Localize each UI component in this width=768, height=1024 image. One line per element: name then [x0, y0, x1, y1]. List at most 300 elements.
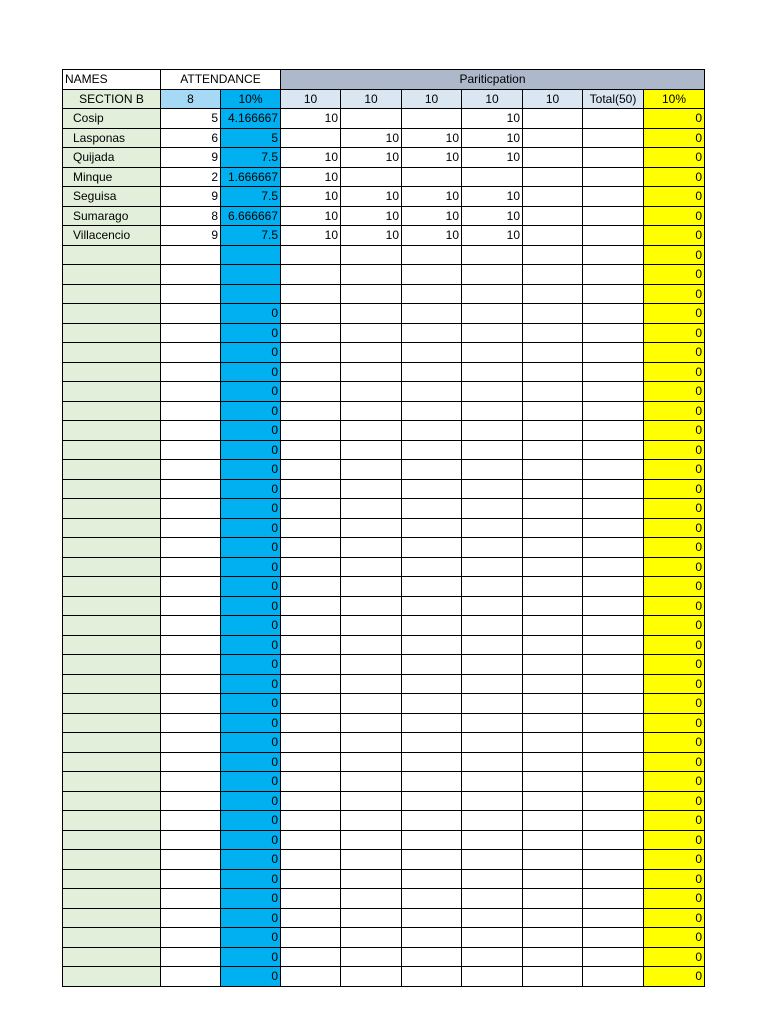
participation-4-cell[interactable]	[462, 674, 523, 694]
grade-pct-cell[interactable]: 0	[644, 655, 705, 675]
student-name-cell[interactable]	[63, 635, 161, 655]
attendance-pct-cell[interactable]: 0	[221, 674, 281, 694]
participation-3-cell[interactable]	[402, 304, 462, 324]
student-name-cell[interactable]	[63, 752, 161, 772]
total-cell[interactable]	[583, 674, 644, 694]
total-cell[interactable]	[583, 284, 644, 304]
participation-2-cell[interactable]	[341, 947, 402, 967]
participation-4-cell[interactable]	[462, 733, 523, 753]
participation-1-cell[interactable]	[281, 674, 341, 694]
participation-4-cell[interactable]: 10	[462, 187, 523, 207]
participation-2-cell[interactable]	[341, 109, 402, 129]
participation-5-cell[interactable]	[523, 928, 583, 948]
participation-5-cell[interactable]	[523, 616, 583, 636]
participation-3-cell[interactable]	[402, 850, 462, 870]
participation-2-cell[interactable]	[341, 557, 402, 577]
participation-4-cell[interactable]: 10	[462, 206, 523, 226]
participation-5-cell[interactable]	[523, 421, 583, 441]
participation-5-cell[interactable]	[523, 245, 583, 265]
participation-4-cell[interactable]: 10	[462, 226, 523, 246]
participation-5-cell[interactable]	[523, 850, 583, 870]
participation-5-cell[interactable]	[523, 811, 583, 831]
attendance-count-cell[interactable]	[161, 889, 221, 909]
participation-5-cell[interactable]	[523, 713, 583, 733]
participation-1-cell[interactable]	[281, 284, 341, 304]
participation-4-cell[interactable]	[462, 928, 523, 948]
participation-4-cell[interactable]	[462, 304, 523, 324]
participation-1-cell[interactable]	[281, 362, 341, 382]
student-name-cell[interactable]	[63, 889, 161, 909]
grade-pct-cell[interactable]: 0	[644, 616, 705, 636]
participation-2-cell[interactable]	[341, 791, 402, 811]
participation-3-cell[interactable]	[402, 284, 462, 304]
grade-pct-cell[interactable]: 0	[644, 928, 705, 948]
participation-1-cell[interactable]	[281, 772, 341, 792]
attendance-count-cell[interactable]	[161, 655, 221, 675]
total-cell[interactable]	[583, 811, 644, 831]
attendance-pct-cell[interactable]: 0	[221, 635, 281, 655]
total-cell[interactable]	[583, 694, 644, 714]
student-name-cell[interactable]	[63, 343, 161, 363]
total-cell[interactable]	[583, 928, 644, 948]
participation-3-cell[interactable]	[402, 967, 462, 987]
participation-4-cell[interactable]	[462, 811, 523, 831]
participation-5-cell[interactable]	[523, 382, 583, 402]
attendance-pct-cell[interactable]: 7.5	[221, 226, 281, 246]
participation-3-cell[interactable]	[402, 869, 462, 889]
participation-1-cell[interactable]: 10	[281, 148, 341, 168]
participation-3-cell[interactable]	[402, 889, 462, 909]
attendance-pct-cell[interactable]: 0	[221, 791, 281, 811]
attendance-pct-cell[interactable]: 0	[221, 752, 281, 772]
student-name-cell[interactable]	[63, 557, 161, 577]
attendance-pct-cell[interactable]: 0	[221, 811, 281, 831]
participation-2-cell[interactable]: 10	[341, 226, 402, 246]
grade-pct-cell[interactable]: 0	[644, 460, 705, 480]
participation-1-cell[interactable]	[281, 830, 341, 850]
participation-4-cell[interactable]	[462, 616, 523, 636]
attendance-pct-cell[interactable]: 0	[221, 440, 281, 460]
participation-3-cell[interactable]	[402, 596, 462, 616]
student-name-cell[interactable]	[63, 499, 161, 519]
attendance-count-cell[interactable]	[161, 245, 221, 265]
participation-header[interactable]: Pariticpation	[281, 70, 705, 90]
attendance-pct-cell[interactable]: 0	[221, 596, 281, 616]
participation-2-cell[interactable]	[341, 518, 402, 538]
attendance-pct-cell[interactable]	[221, 265, 281, 285]
participation-2-cell[interactable]	[341, 655, 402, 675]
participation-1-cell[interactable]: 10	[281, 109, 341, 129]
total-cell[interactable]	[583, 362, 644, 382]
participation-1-cell[interactable]	[281, 382, 341, 402]
attendance-pct-cell[interactable]: 1.666667	[221, 167, 281, 187]
participation-2-cell[interactable]	[341, 616, 402, 636]
attendance-header[interactable]: ATTENDANCE	[161, 70, 281, 90]
participation-5-cell[interactable]	[523, 440, 583, 460]
participation-3-cell[interactable]: 10	[402, 148, 462, 168]
total-cell[interactable]	[583, 167, 644, 187]
attendance-count-cell[interactable]	[161, 284, 221, 304]
grade-pct-cell[interactable]: 0	[644, 577, 705, 597]
participation-3-cell[interactable]	[402, 499, 462, 519]
student-name-cell[interactable]	[63, 382, 161, 402]
student-name-cell[interactable]	[63, 518, 161, 538]
participation-4-cell[interactable]	[462, 889, 523, 909]
participation-5-cell[interactable]	[523, 694, 583, 714]
participation-1-cell[interactable]	[281, 694, 341, 714]
attendance-pct-cell[interactable]: 7.5	[221, 187, 281, 207]
total-cell[interactable]	[583, 109, 644, 129]
attendance-count-cell[interactable]	[161, 908, 221, 928]
grade-pct-cell[interactable]: 0	[644, 850, 705, 870]
participation-4-cell[interactable]	[462, 382, 523, 402]
attendance-count-cell[interactable]	[161, 499, 221, 519]
participation-2-cell[interactable]	[341, 869, 402, 889]
student-name-cell[interactable]	[63, 362, 161, 382]
student-name-cell[interactable]	[63, 440, 161, 460]
participation-2-cell[interactable]: 10	[341, 128, 402, 148]
participation-1-cell[interactable]	[281, 947, 341, 967]
grade-pct-cell[interactable]: 0	[644, 128, 705, 148]
total-cell[interactable]	[583, 947, 644, 967]
participation-3-cell[interactable]	[402, 733, 462, 753]
total-cell[interactable]	[583, 635, 644, 655]
attendance-count-cell[interactable]	[161, 596, 221, 616]
participation-5-cell[interactable]	[523, 674, 583, 694]
participation-5-cell[interactable]	[523, 265, 583, 285]
participation-4-cell[interactable]	[462, 850, 523, 870]
participation-4-cell[interactable]	[462, 557, 523, 577]
grade-pct-cell[interactable]: 0	[644, 811, 705, 831]
participation-1-cell[interactable]	[281, 616, 341, 636]
attendance-pct-cell[interactable]: 0	[221, 304, 281, 324]
participation-2-cell[interactable]	[341, 421, 402, 441]
total-cell[interactable]	[583, 655, 644, 675]
student-name-cell[interactable]	[63, 850, 161, 870]
participation-4-cell[interactable]: 10	[462, 109, 523, 129]
participation-5-cell[interactable]	[523, 148, 583, 168]
participation-2-cell[interactable]	[341, 752, 402, 772]
participation-3-cell[interactable]	[402, 518, 462, 538]
participation-3-cell[interactable]	[402, 362, 462, 382]
participation-1-cell[interactable]	[281, 460, 341, 480]
attendance-count-cell[interactable]	[161, 265, 221, 285]
participation-3-cell[interactable]	[402, 752, 462, 772]
attendance-pct-cell[interactable]: 0	[221, 323, 281, 343]
participation-1-cell[interactable]	[281, 791, 341, 811]
participation-1-cell[interactable]	[281, 733, 341, 753]
participation-4-header[interactable]: 10	[462, 89, 523, 109]
total-cell[interactable]	[583, 850, 644, 870]
participation-4-cell[interactable]	[462, 538, 523, 558]
participation-2-cell[interactable]	[341, 245, 402, 265]
participation-1-cell[interactable]	[281, 850, 341, 870]
participation-3-cell[interactable]	[402, 616, 462, 636]
grade-pct-cell[interactable]: 0	[644, 791, 705, 811]
participation-5-cell[interactable]	[523, 401, 583, 421]
total-cell[interactable]	[583, 343, 644, 363]
participation-3-cell[interactable]	[402, 830, 462, 850]
participation-3-cell[interactable]	[402, 440, 462, 460]
attendance-count-cell[interactable]	[161, 967, 221, 987]
grade-pct-cell[interactable]: 0	[644, 947, 705, 967]
attendance-count-cell[interactable]	[161, 674, 221, 694]
total-cell[interactable]	[583, 421, 644, 441]
total-cell[interactable]	[583, 616, 644, 636]
total-cell[interactable]	[583, 889, 644, 909]
participation-3-cell[interactable]	[402, 811, 462, 831]
participation-5-cell[interactable]	[523, 791, 583, 811]
attendance-pct-cell[interactable]	[221, 284, 281, 304]
participation-1-cell[interactable]	[281, 479, 341, 499]
total-cell[interactable]	[583, 869, 644, 889]
participation-3-cell[interactable]	[402, 401, 462, 421]
participation-4-cell[interactable]	[462, 830, 523, 850]
participation-2-cell[interactable]	[341, 928, 402, 948]
participation-2-cell[interactable]	[341, 772, 402, 792]
participation-3-cell[interactable]	[402, 655, 462, 675]
participation-1-cell[interactable]	[281, 265, 341, 285]
student-name-cell[interactable]	[63, 538, 161, 558]
student-name-cell[interactable]: Sumarago	[63, 206, 161, 226]
student-name-cell[interactable]	[63, 967, 161, 987]
participation-1-cell[interactable]	[281, 440, 341, 460]
total-cell[interactable]	[583, 752, 644, 772]
participation-3-cell[interactable]	[402, 928, 462, 948]
participation-2-cell[interactable]	[341, 674, 402, 694]
participation-1-cell[interactable]	[281, 518, 341, 538]
attendance-count-cell[interactable]: 8	[161, 206, 221, 226]
attendance-pct-cell[interactable]: 0	[221, 343, 281, 363]
participation-2-cell[interactable]	[341, 635, 402, 655]
participation-4-cell[interactable]	[462, 752, 523, 772]
participation-3-cell[interactable]	[402, 947, 462, 967]
participation-4-cell[interactable]	[462, 791, 523, 811]
student-name-cell[interactable]	[63, 928, 161, 948]
participation-4-cell[interactable]	[462, 577, 523, 597]
participation-2-cell[interactable]	[341, 323, 402, 343]
participation-2-cell[interactable]: 10	[341, 187, 402, 207]
grade-pct-cell[interactable]: 0	[644, 557, 705, 577]
attendance-pct-cell[interactable]: 0	[221, 850, 281, 870]
grade-pct-cell[interactable]: 0	[644, 635, 705, 655]
attendance-count-cell[interactable]	[161, 928, 221, 948]
participation-4-cell[interactable]	[462, 635, 523, 655]
participation-1-cell[interactable]	[281, 869, 341, 889]
participation-4-cell[interactable]	[462, 694, 523, 714]
participation-5-cell[interactable]	[523, 362, 583, 382]
participation-1-cell[interactable]	[281, 596, 341, 616]
student-name-cell[interactable]: Quijada	[63, 148, 161, 168]
attendance-count-cell[interactable]	[161, 772, 221, 792]
total-cell[interactable]	[583, 967, 644, 987]
participation-4-cell[interactable]	[462, 167, 523, 187]
participation-4-cell[interactable]	[462, 713, 523, 733]
participation-5-cell[interactable]	[523, 518, 583, 538]
participation-4-cell[interactable]: 10	[462, 148, 523, 168]
grade-pct-cell[interactable]: 0	[644, 206, 705, 226]
participation-4-cell[interactable]	[462, 596, 523, 616]
participation-2-cell[interactable]	[341, 460, 402, 480]
participation-3-cell[interactable]: 10	[402, 128, 462, 148]
attendance-pct-cell[interactable]: 0	[221, 518, 281, 538]
participation-3-cell[interactable]	[402, 109, 462, 129]
student-name-cell[interactable]	[63, 947, 161, 967]
total-cell[interactable]	[583, 401, 644, 421]
participation-5-cell[interactable]	[523, 557, 583, 577]
participation-5-cell[interactable]	[523, 596, 583, 616]
student-name-cell[interactable]: Minque	[63, 167, 161, 187]
attendance-count-cell[interactable]: 9	[161, 148, 221, 168]
participation-3-cell[interactable]	[402, 713, 462, 733]
attendance-count-cell[interactable]	[161, 479, 221, 499]
participation-2-cell[interactable]	[341, 967, 402, 987]
grade-pct-cell[interactable]: 0	[644, 421, 705, 441]
total-cell[interactable]	[583, 128, 644, 148]
participation-4-cell[interactable]	[462, 655, 523, 675]
attendance-pct-cell[interactable]: 0	[221, 382, 281, 402]
student-name-cell[interactable]	[63, 577, 161, 597]
participation-1-header[interactable]: 10	[281, 89, 341, 109]
attendance-pct-cell[interactable]: 0	[221, 889, 281, 909]
grade-pct-cell[interactable]: 0	[644, 889, 705, 909]
participation-3-cell[interactable]: 10	[402, 226, 462, 246]
participation-5-cell[interactable]	[523, 577, 583, 597]
attendance-pct-cell[interactable]: 0	[221, 538, 281, 558]
participation-2-cell[interactable]	[341, 538, 402, 558]
participation-5-cell[interactable]	[523, 830, 583, 850]
participation-3-cell[interactable]	[402, 674, 462, 694]
participation-1-cell[interactable]	[281, 655, 341, 675]
participation-5-cell[interactable]	[523, 908, 583, 928]
participation-2-cell[interactable]	[341, 440, 402, 460]
participation-2-cell[interactable]	[341, 401, 402, 421]
participation-4-cell[interactable]	[462, 245, 523, 265]
participation-3-cell[interactable]	[402, 557, 462, 577]
participation-2-cell[interactable]	[341, 850, 402, 870]
participation-5-cell[interactable]	[523, 226, 583, 246]
student-name-cell[interactable]	[63, 323, 161, 343]
participation-3-cell[interactable]	[402, 538, 462, 558]
grade-pct-cell[interactable]: 0	[644, 226, 705, 246]
student-name-cell[interactable]	[63, 733, 161, 753]
attendance-count-cell[interactable]	[161, 323, 221, 343]
attendance-count-cell[interactable]	[161, 811, 221, 831]
grade-pct-cell[interactable]: 0	[644, 479, 705, 499]
participation-4-cell[interactable]	[462, 362, 523, 382]
total-cell[interactable]	[583, 791, 644, 811]
student-name-cell[interactable]	[63, 265, 161, 285]
attendance-pct-cell[interactable]: 0	[221, 421, 281, 441]
participation-3-cell[interactable]	[402, 577, 462, 597]
participation-1-cell[interactable]	[281, 811, 341, 831]
participation-3-cell[interactable]	[402, 694, 462, 714]
participation-2-cell[interactable]	[341, 362, 402, 382]
participation-1-cell[interactable]: 10	[281, 206, 341, 226]
total-cell[interactable]	[583, 772, 644, 792]
grade-pct-cell[interactable]: 0	[644, 694, 705, 714]
attendance-pct-cell[interactable]: 5	[221, 128, 281, 148]
attendance-count-cell[interactable]	[161, 440, 221, 460]
participation-2-cell[interactable]: 10	[341, 206, 402, 226]
grade-pct-cell[interactable]: 0	[644, 343, 705, 363]
participation-5-cell[interactable]	[523, 947, 583, 967]
student-name-cell[interactable]	[63, 284, 161, 304]
participation-5-cell[interactable]	[523, 460, 583, 480]
attendance-count-cell[interactable]	[161, 421, 221, 441]
participation-5-header[interactable]: 10	[523, 89, 583, 109]
student-name-cell[interactable]	[63, 401, 161, 421]
participation-1-cell[interactable]	[281, 421, 341, 441]
attendance-pct-cell[interactable]: 0	[221, 928, 281, 948]
participation-2-cell[interactable]	[341, 830, 402, 850]
participation-3-cell[interactable]	[402, 167, 462, 187]
attendance-count-cell[interactable]	[161, 616, 221, 636]
grade-pct-cell[interactable]: 0	[644, 772, 705, 792]
attendance-count-cell[interactable]	[161, 791, 221, 811]
participation-5-cell[interactable]	[523, 752, 583, 772]
student-name-cell[interactable]	[63, 304, 161, 324]
grade-pct-cell[interactable]: 0	[644, 167, 705, 187]
participation-1-cell[interactable]	[281, 713, 341, 733]
participation-1-cell[interactable]	[281, 343, 341, 363]
attendance-count-cell[interactable]: 2	[161, 167, 221, 187]
attendance-pct-cell[interactable]: 4.166667	[221, 109, 281, 129]
total-cell[interactable]	[583, 713, 644, 733]
attendance-pct-cell[interactable]: 6.666667	[221, 206, 281, 226]
total-cell[interactable]	[583, 518, 644, 538]
grade-pct-cell[interactable]: 0	[644, 713, 705, 733]
attendance-count-cell[interactable]	[161, 518, 221, 538]
attendance-pct-cell[interactable]	[221, 245, 281, 265]
grade-pct-cell[interactable]: 0	[644, 284, 705, 304]
student-name-cell[interactable]	[63, 869, 161, 889]
grade-pct-cell[interactable]: 0	[644, 401, 705, 421]
participation-4-cell[interactable]	[462, 518, 523, 538]
grade-pct-cell[interactable]: 0	[644, 733, 705, 753]
participation-3-cell[interactable]	[402, 772, 462, 792]
participation-5-cell[interactable]	[523, 206, 583, 226]
total-cell[interactable]	[583, 479, 644, 499]
student-name-cell[interactable]	[63, 791, 161, 811]
attendance-pct-cell[interactable]: 0	[221, 947, 281, 967]
participation-4-cell[interactable]	[462, 401, 523, 421]
grade-pct-cell[interactable]: 0	[644, 518, 705, 538]
attendance-count-cell[interactable]	[161, 869, 221, 889]
grade-pct-cell[interactable]: 0	[644, 187, 705, 207]
participation-2-cell[interactable]	[341, 596, 402, 616]
total-cell[interactable]	[583, 245, 644, 265]
participation-1-cell[interactable]	[281, 401, 341, 421]
participation-1-cell[interactable]: 10	[281, 187, 341, 207]
participation-1-cell[interactable]	[281, 928, 341, 948]
student-name-cell[interactable]	[63, 460, 161, 480]
grade-pct-cell[interactable]: 0	[644, 869, 705, 889]
attendance-count-cell[interactable]	[161, 577, 221, 597]
student-name-cell[interactable]: Lasponas	[63, 128, 161, 148]
attendance-count-cell[interactable]: 9	[161, 187, 221, 207]
attendance-count-cell[interactable]: 6	[161, 128, 221, 148]
participation-3-cell[interactable]: 10	[402, 187, 462, 207]
grade-pct-cell[interactable]: 0	[644, 245, 705, 265]
grade-pct-cell[interactable]: 0	[644, 304, 705, 324]
participation-4-cell[interactable]	[462, 499, 523, 519]
attendance-pct-cell[interactable]: 0	[221, 401, 281, 421]
participation-1-cell[interactable]	[281, 752, 341, 772]
participation-3-cell[interactable]	[402, 791, 462, 811]
student-name-cell[interactable]	[63, 830, 161, 850]
participation-2-cell[interactable]	[341, 382, 402, 402]
